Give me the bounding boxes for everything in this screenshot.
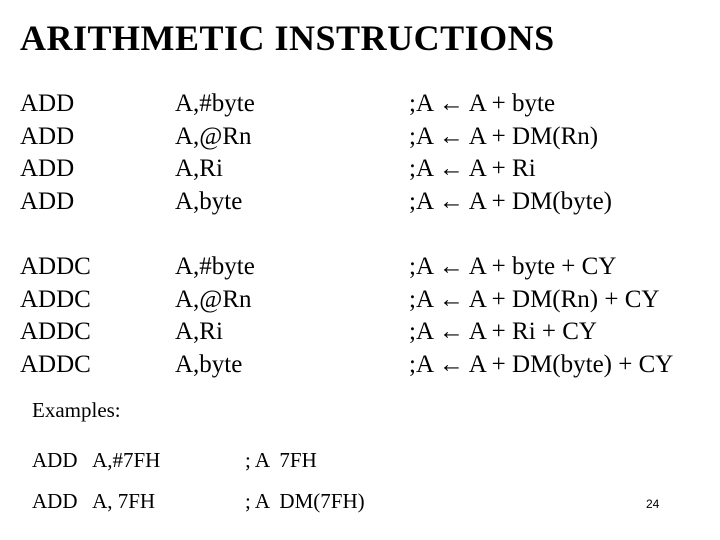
- comment: ;A ← A + byte: [409, 90, 556, 117]
- example-comment: ; A DM(7FH): [245, 489, 365, 513]
- comment: ;A ← A + DM(Rn) + CY: [409, 285, 660, 313]
- comment: ;A ← A + Ri: [409, 155, 536, 183]
- instruction-row: [0, 316, 720, 349]
- mnemonic: ADDC: [20, 285, 91, 313]
- comment: ;A ← A + Ri + CY: [409, 318, 597, 346]
- example-row: [0, 486, 720, 516]
- operand: A,Ri: [175, 155, 223, 183]
- operand: A,byte: [175, 187, 243, 215]
- mnemonic: ADD: [20, 90, 75, 117]
- instruction-row: [0, 251, 720, 284]
- instruction-row: [0, 186, 720, 219]
- add-instructions-group: [0, 88, 720, 218]
- instruction-row: [0, 88, 720, 121]
- instruction-row: [0, 349, 720, 382]
- instruction-row: [0, 121, 720, 154]
- operand: A,#byte: [175, 90, 255, 117]
- example-code: ADD A,#7FH: [32, 448, 161, 472]
- example-comment: ; A 7FH: [245, 448, 317, 472]
- slide-title: ARITHMETIC INSTRUCTIONS: [20, 18, 555, 58]
- comment: ;A ← A + DM(byte): [409, 187, 612, 215]
- mnemonic: ADD: [20, 122, 75, 150]
- addc-instructions-group: [0, 251, 720, 381]
- comment: ;A ← A + DM(Rn): [409, 122, 599, 150]
- example-code: ADD A, 7FH: [32, 489, 156, 513]
- comment: ;A ← A + byte + CY: [409, 253, 617, 280]
- operand: A,@Rn: [175, 285, 252, 313]
- operand: A,#byte: [175, 253, 255, 280]
- operand: A,@Rn: [175, 122, 252, 150]
- instruction-row: [0, 153, 720, 186]
- operand: A,byte: [175, 350, 243, 378]
- page-number: 24: [646, 497, 660, 511]
- mnemonic: ADDC: [20, 318, 91, 346]
- instruction-row: [0, 284, 720, 317]
- comment: ;A ← A + DM(byte) + CY: [409, 350, 674, 378]
- mnemonic: ADD: [20, 155, 75, 183]
- example-row: [0, 445, 720, 475]
- examples-heading: Examples:: [32, 398, 121, 422]
- mnemonic: ADDC: [20, 350, 91, 378]
- mnemonic: ADDC: [20, 253, 91, 280]
- mnemonic: ADD: [20, 187, 75, 215]
- operand: A,Ri: [175, 318, 223, 346]
